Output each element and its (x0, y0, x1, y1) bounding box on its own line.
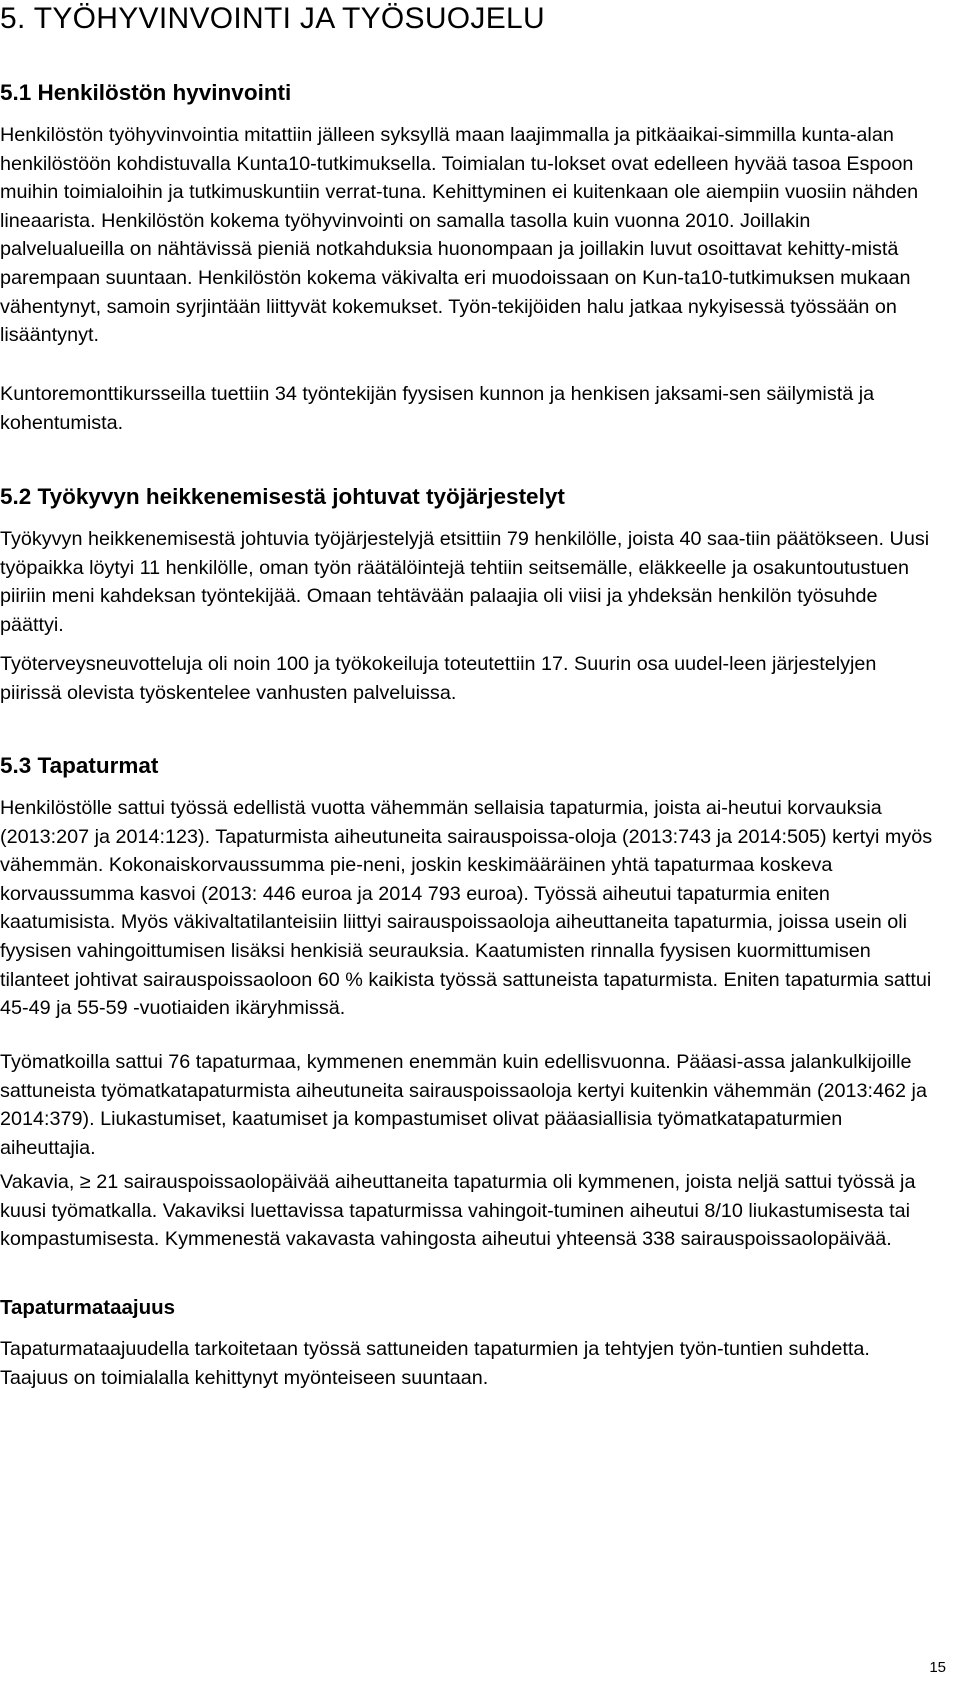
paragraph: Vakavia, ≥ 21 sairauspoissaolopäivää aiheuttaneita tapaturmia oli kymmenen, joista neljä sattui työssä ja kuusi työmatkalla. Vakaviksi luettavissa tapaturmissa vahingoit-tuminen aiheutui 8/10 liukastumisesta tai kompastumisesta. Kymmenestä vakavasta vahingosta aiheutui yhteensä 338 sairauspoissaolopäivää. (0, 1171, 916, 1251)
section-heading-5-1: 5.1 Henkilöstön hyvinvointi (0, 80, 292, 105)
paragraph: Työkyvyn heikkenemisestä johtuvia työjärjestelyjä etsittiin 79 henkilölle, joista 40 saa-tiin päätökseen. Uusi työpaikka löytyi 11 henkilölle, oman työn räätälöintejä tehtiin seitsemälle, eläkkeelle ja osakuntoutustuen piiriin meni kahdeksan työntekijää. Omaan tehtävään palaajia oli viisi ja yhdeksän henkilön työsuhde päättyi. (0, 528, 930, 636)
paragraph: Henkilöstön työhyvinvointia mitattiin jälleen syksyllä maan laajimmalla ja pitkäaikai-simmilla kunta-alan henkilöstöön kohdistuvalla Kunta10-tutkimuksella. Toimialan tu-lokset ovat edelleen hyvää tasoa Espoon muihin toimialoihin ja tutkimuskuntiin verrat-tuna. Kehittyminen ei kuitenkaan ole aiempiin vuosiin nähden lineaarista. Henkilöstön kokema työhyvinvointi on samalla tasolla kuin vuonna 2010. Joillakin palvelualueilla on nähtävissä pieniä notkahduksia huonompaan ja joillakin luvut osoittavat kehitty-mistä parempaan suuntaan. Henkilöstön kokema väkivalta eri muodoissaan on Kun-ta10-tutkimuksen mukaan vähentynyt, samoin syrjintään liittyvät kokemukset. Työn-tekijöiden halu jatkaa nykyisessä työssään on lisääntynyt. (0, 124, 919, 347)
page-number: 15 (929, 1659, 946, 1676)
paragraph: Tapaturmataajuudella tarkoitetaan työssä sattuneiden tapaturmien ja tehtyjen työn-tuntien suhdetta. Taajuus on toimialalla kehittynyt myönteiseen suuntaan. (0, 1338, 870, 1389)
paragraph: Henkilöstölle sattui työssä edellistä vuotta vähemmän sellaisia tapaturmia, joista ai-heutui korvauksia (2013:207 ja 2014:123). Tapaturmista aiheutuneita sairauspoissa-oloja (2013:743 ja 2014:505) kertyi myös vähemmän. Kokonaiskorvaussumma pie-neni, joskin keskimääräinen yhtä tapaturmaa koskeva korvaussumma kasvoi (2013: 446 euroa ja 2014 793 euroa). Työssä aiheutui tapaturmia eniten kaatumisista. Myös väkivaltatilanteisiin liittyi sairauspoissaoloja aiheuttaneita tapaturmia, joissa usein oli fyysisen vahingoittumisen lisäksi henkisiä seurauksia. Kaatumisten rinnalla fyysisen kuormittumisen tilanteet johtivat sairauspoissaoloon 60 % kaikista työssä sattuneista tapaturmista. Eniten tapaturmia sattui 45-49 ja 55-59 -vuotiaiden ikäryhmissä. (0, 797, 933, 1020)
paragraph: Työterveysneuvotteluja oli noin 100 ja työkokeiluja toteutettiin 17. Suurin osa uudel-leen järjestelyjen piirissä olevista työskentelee vanhusten palveluissa. (0, 653, 877, 704)
section-heading-5-3: 5.3 Tapaturmat (0, 753, 159, 778)
subsection-heading-tapaturmataajuus: Tapaturmataajuus (0, 1296, 176, 1319)
chapter-title: 5. TYÖHYVINVOINTI JA TYÖSUOJELU (0, 2, 545, 35)
paragraph: Kuntoremonttikursseilla tuettiin 34 työntekijän fyysisen kunnon ja henkisen jaksami-sen säilymistä ja kohentumista. (0, 383, 875, 434)
section-heading-5-2: 5.2 Työkyvyn heikkenemisestä johtuvat työjärjestelyt (0, 484, 565, 509)
paragraph: Työmatkoilla sattui 76 tapaturmaa, kymmenen enemmän kuin edellisvuonna. Pääasi-assa jalankulkijoille sattuneista työmatkatapaturmista aiheutuneita sairauspoissaoloja kertyi kuitenkin vähemmän (2013:462 ja 2014:379). Liukastumiset, kaatumiset ja kompastumiset olivat pääasiallisia työmatkatapaturmien aiheuttajia. (0, 1051, 927, 1159)
